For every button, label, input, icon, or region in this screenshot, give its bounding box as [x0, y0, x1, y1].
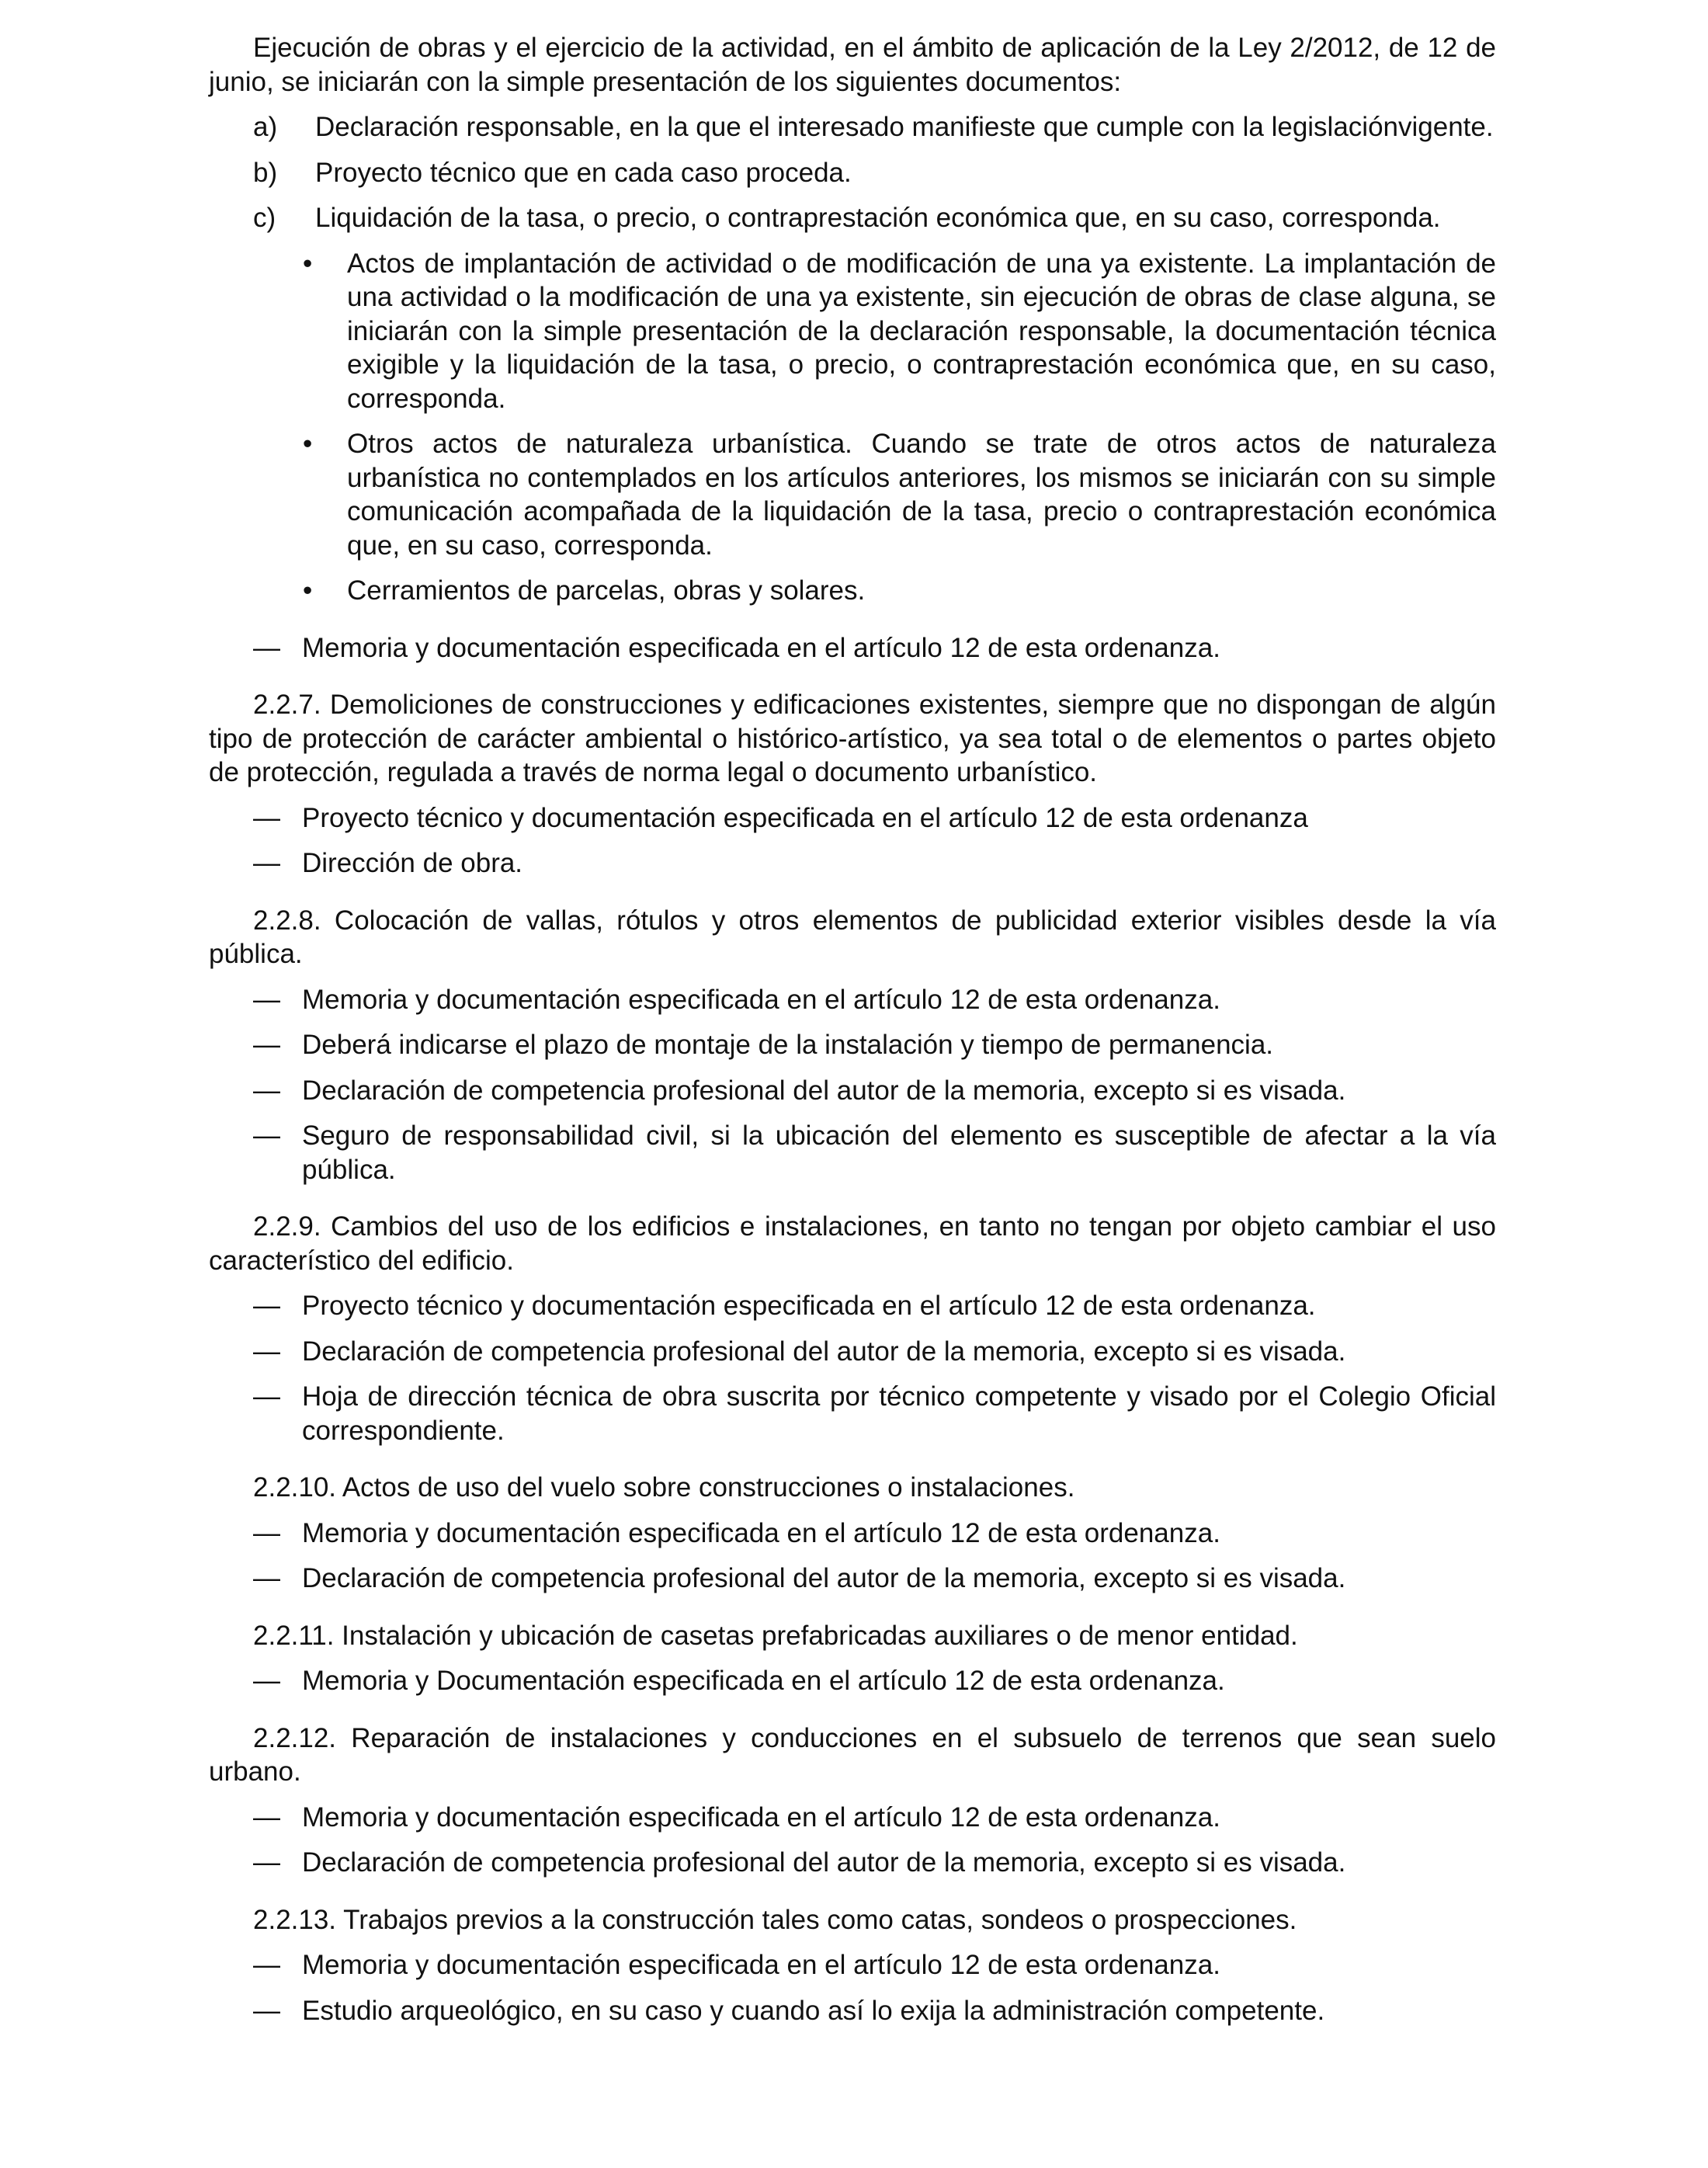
- dash-item: [209, 1846, 1496, 1880]
- dash-item-text: Memoria y documentación especificada en el artículo 12 de esta ordenanza.: [302, 1801, 1220, 1833]
- dash-item: [209, 1948, 1496, 1982]
- section-heading-2-2-8: 2.2.8. Colocación de vallas, rótulos y otros elementos de publicidad exterior visibles desde la vía pública.: [209, 905, 1496, 969]
- dash-icon: —: [253, 1666, 280, 1696]
- dash-item: [209, 1562, 1496, 1596]
- dash-item-text: Declaración de competencia profesional del autor de la memoria, excepto si es visada.: [302, 1336, 1346, 1367]
- section-heading-2-2-12: 2.2.12. Reparación de instalaciones y conducciones en el subsuelo de terrenos que sean suelo urbano.: [209, 1722, 1496, 1787]
- dash-item-text: Declaración de competencia profesional del autor de la memoria, excepto si es visada.: [302, 1075, 1346, 1106]
- dash-item-text: Seguro de responsabilidad civil, si la ubicación del elemento es susceptible de afectar a la vía pública.: [302, 1120, 1496, 1185]
- dash-icon: —: [253, 632, 280, 663]
- dash-item: [209, 631, 1496, 665]
- dash-item-text: Memoria y documentación especificada en el artículo 12 de esta ordenanza.: [302, 1517, 1220, 1548]
- dash-item: [209, 846, 1496, 881]
- dash-item-text: Declaración de competencia profesional del autor de la memoria, excepto si es visada.: [302, 1563, 1346, 1593]
- dash-icon: —: [253, 1563, 280, 1593]
- dash-item-text: Proyecto técnico y documentación especificada en el artículo 12 de esta ordenanza.: [302, 1291, 1316, 1321]
- bullet-item-text: Cerramientos de parcelas, obras y solares.: [347, 575, 866, 606]
- dash-icon: —: [253, 1075, 280, 1106]
- dash-item-text: Memoria y documentación especificada en el artículo 12 de esta ordenanza.: [302, 632, 1220, 663]
- dash-icon: —: [253, 1381, 280, 1412]
- dash-item-text: Deberá indicarse el plazo de montaje de la instalación y tiempo de permanencia.: [302, 1030, 1274, 1060]
- dash-item: [209, 983, 1496, 1017]
- letter-item-label: b): [253, 157, 278, 188]
- section-heading-2-2-13: 2.2.13. Trabajos previos a la construcción tales como catas, sondeos o prospecciones.: [253, 1904, 1297, 1935]
- dash-item: [209, 1994, 1496, 2028]
- dash-item-text: Memoria y documentación especificada en el artículo 12 de esta ordenanza.: [302, 984, 1220, 1015]
- section-heading-2-2-9: 2.2.9. Cambios del uso de los edificios e instalaciones, en tanto no tengan por objeto cambiar el uso característico del edificio.: [209, 1211, 1496, 1276]
- dash-icon: —: [253, 1030, 280, 1060]
- dash-item: [209, 1801, 1496, 1835]
- dash-item: [209, 1664, 1496, 1698]
- section-heading-2-2-7: 2.2.7. Demoliciones de construcciones y edificaciones existentes, siempre que no dispongan de algún tipo de protección de carácter ambiental o histórico-artístico, ya sea total o de elementos o partes objeto de protección, regulada a través de norma legal o documento urbanístico.: [209, 690, 1496, 787]
- dash-item-text: Memoria y Documentación especificada en el artículo 12 de esta ordenanza.: [302, 1666, 1225, 1696]
- letter-item-label: a): [253, 112, 278, 142]
- dash-item: [209, 1517, 1496, 1551]
- dash-item-text: Hoja de dirección técnica de obra suscrita por técnico competente y visado por el Colegio Oficial correspondiente.: [302, 1381, 1496, 1446]
- dash-item: [209, 1119, 1496, 1186]
- intro-paragraph: Ejecución de obras y el ejercicio de la actividad, en el ámbito de aplicación de la Ley 2/2012, de 12 de junio, se iniciarán con la simple presentación de los siguientes documentos:: [209, 33, 1496, 97]
- letter-item-text: Liquidación de la tasa, o precio, o contraprestación económica que, en su caso, corresponda.: [315, 203, 1441, 233]
- letter-item: [209, 110, 1496, 144]
- bullet-item-text: Actos de implantación de actividad o de modificación de una ya existente. La implantación de una actividad o la modificación de una ya existente, sin ejecución de obras de clase alguna, se iniciarán con la simple presentación de la declaración responsable, la documentación técnica exigible y la liquidación de la tasa, o precio, o contraprestación económica que, en su caso, corresponda.: [347, 248, 1496, 414]
- section-heading-2-2-11: 2.2.11. Instalación y ubicación de casetas prefabricadas auxiliares o de menor entidad.: [253, 1620, 1298, 1651]
- dash-icon: —: [253, 1847, 280, 1878]
- dash-icon: —: [253, 1336, 280, 1367]
- bullet-icon: •: [303, 575, 313, 606]
- bullet-icon: •: [303, 248, 313, 279]
- dash-item: [209, 1289, 1496, 1323]
- bullet-icon: •: [303, 429, 313, 459]
- bullet-item-text: Otros actos de naturaleza urbanística. Cuando se trate de otros actos de naturaleza urbanística no contemplados en los artículos anteriores, los mismos se iniciarán con su simple comunicación acompañada de la liquidación de la tasa, precio o contraprestación económica que, en su caso, corresponda.: [347, 429, 1496, 561]
- section-heading-2-2-10: 2.2.10. Actos de uso del vuelo sobre construcciones o instalaciones.: [253, 1472, 1075, 1503]
- dash-icon: —: [253, 1120, 280, 1151]
- bullet-item: [209, 427, 1496, 562]
- dash-icon: —: [253, 1517, 280, 1548]
- document-page: [209, 31, 1496, 2027]
- dash-item-text: Memoria y documentación especificada en el artículo 12 de esta ordenanza.: [302, 1950, 1220, 1980]
- dash-item: [209, 1028, 1496, 1062]
- dash-icon: —: [253, 1995, 280, 2026]
- dash-item-text: Declaración de competencia profesional del autor de la memoria, excepto si es visada.: [302, 1847, 1346, 1878]
- dash-item: [209, 1335, 1496, 1369]
- letter-item-text: Declaración responsable, en la que el interesado manifieste que cumple con la legislaciónvigente.: [315, 112, 1494, 142]
- letter-item-label: c): [253, 203, 276, 233]
- dash-item-text: Estudio arqueológico, en su caso y cuando así lo exija la administración competente.: [302, 1995, 1325, 2026]
- letter-item: [209, 156, 1496, 190]
- dash-icon: —: [253, 984, 280, 1015]
- bullet-item: [209, 247, 1496, 416]
- dash-icon: —: [253, 1291, 280, 1321]
- dash-item: [209, 1380, 1496, 1447]
- bullet-item: [209, 574, 1496, 608]
- dash-icon: —: [253, 1950, 280, 1980]
- dash-item-text: Proyecto técnico y documentación especificada en el artículo 12 de esta ordenanza: [302, 802, 1308, 833]
- dash-item: [209, 801, 1496, 836]
- dash-item: [209, 1074, 1496, 1108]
- letter-item: [209, 201, 1496, 235]
- dash-icon: —: [253, 1801, 280, 1833]
- dash-icon: —: [253, 802, 280, 833]
- dash-icon: —: [253, 848, 280, 878]
- letter-item-text: Proyecto técnico que en cada caso proceda.: [315, 157, 852, 188]
- dash-item-text: Dirección de obra.: [302, 848, 523, 878]
